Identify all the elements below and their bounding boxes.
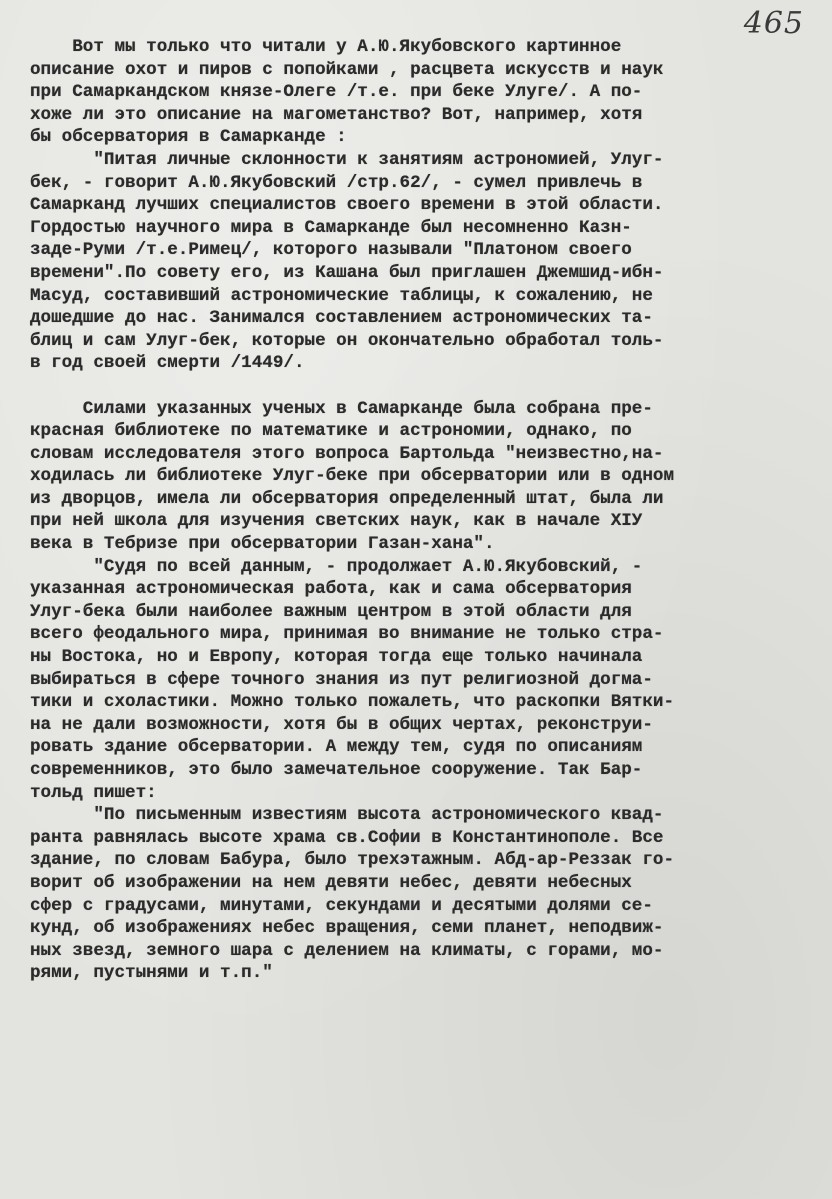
- text-line: Самарканд лучших специалистов своего времени в этой области.: [30, 195, 664, 216]
- text-line: ходилась ли библиотеке Улуг-беке при обсерватории или в одном: [30, 466, 675, 487]
- text-line: "По письменным известиям высота астрономического квад-: [30, 805, 664, 826]
- text-line: блиц и сам Улуг-бек, которые он окончательно обработал толь-: [30, 330, 664, 351]
- text-line: ны Востока, но и Европу, которая тогда еще только начинала: [30, 647, 643, 668]
- text-line: здание, по словам Бабура, было трехэтажным. Абд-ар-Реззак го-: [30, 850, 675, 871]
- text-line: ворит об изображении на нем девяти небес, девяти небесных: [30, 872, 632, 893]
- text-line: указанная астрономическая работа, как и сама обсерватория: [30, 579, 632, 600]
- text-line: современников, это было замечательное сооружение. Так Бар-: [30, 760, 643, 780]
- text-line: "Судя по всей данным, - продолжает А.Ю.Якубовский, -: [30, 556, 643, 577]
- text-line: при ней школа для изучения светских наук, как в начале XIУ: [30, 511, 643, 532]
- text-line: бы обсерватория в Самарканде :: [30, 127, 347, 148]
- typewritten-text: [30, 36, 810, 985]
- text-line: "Питая личные склонности к занятиям астрономией, Улуг-: [30, 149, 664, 170]
- text-line: Улуг-бека были наиболее важным центром в этой области для: [30, 601, 632, 622]
- text-line: в год своей смерти /1449/.: [30, 353, 305, 374]
- text-line: хоже ли это описание на магометанство? Вот, например, хотя: [30, 104, 643, 125]
- text-line: века в Тебризе при обсерватории Газан-хана".: [30, 534, 495, 555]
- text-line: Силами указанных ученых в Самарканде была собрана пре-: [30, 398, 653, 419]
- text-line: красная библиотеке по математике и астрономии, однако, по: [30, 421, 632, 442]
- text-line: всего феодального мира, принимая во внимание не только стра-: [30, 624, 664, 645]
- text-line: на не дали возможности, хотя бы в общих чертах, реконструи-: [30, 714, 653, 735]
- page-number: 465: [743, 6, 804, 41]
- text-line: бек, - говорит А.Ю.Якубовский /стр.62/, - сумел привлечь в: [30, 172, 643, 193]
- text-line: ных звезд, земного шара с делением на климаты, с горами, мо-: [30, 940, 664, 961]
- text-line: сфер с градусами, минутами, секундами и десятыми долями се-: [30, 895, 653, 916]
- text-line: ровать здание обсерватории. А между тем, судя по описаниям: [30, 737, 643, 758]
- text-line: ранта равнялась высоте храма св.Софии в Константинополе. Все: [30, 827, 664, 848]
- text-line: дошедшие до нас. Занимался составлением астрономических та-: [30, 308, 653, 329]
- text-line: из дворцов, имела ли обсерватория определенный штат, была ли: [30, 488, 664, 509]
- text-line: тики и схоластики. Можно только пожалеть, что раскопки Вятки-: [30, 692, 675, 713]
- text-line: тольд пишет:: [30, 782, 157, 803]
- text-line: Вот мы только что читали у А.Ю.Якубовского картинное: [30, 37, 622, 57]
- text-line: словам исследователя этого вопроса Бартольда "неизвестно,на-: [30, 443, 664, 464]
- text-line: Масуд, составивший астрономические таблицы, к сожалению, не: [30, 285, 653, 306]
- text-line: времени".По совету его, из Кашана был приглашен Джемшид-ибн-: [30, 262, 664, 283]
- text-line: выбираться в сфере точного знания из пут религиозной догма-: [30, 669, 653, 690]
- text-line: заде-Руми /т.е.Римец/, которого называли "Платоном своего: [30, 240, 632, 261]
- text-line: описание охот и пиров с попойками , расцвета искусств и наук: [30, 59, 664, 80]
- text-line: кунд, об изображениях небес вращения, семи планет, неподвиж-: [30, 918, 664, 939]
- text-line: [30, 375, 810, 398]
- text-line: рями, пустынями и т.п.": [30, 963, 273, 984]
- text-line: Гордостью научного мира в Самарканде был несомненно Казн-: [30, 217, 632, 238]
- text-line: при Самаркандском князе-Олеге /т.е. при беке Улуге/. А по-: [30, 82, 643, 103]
